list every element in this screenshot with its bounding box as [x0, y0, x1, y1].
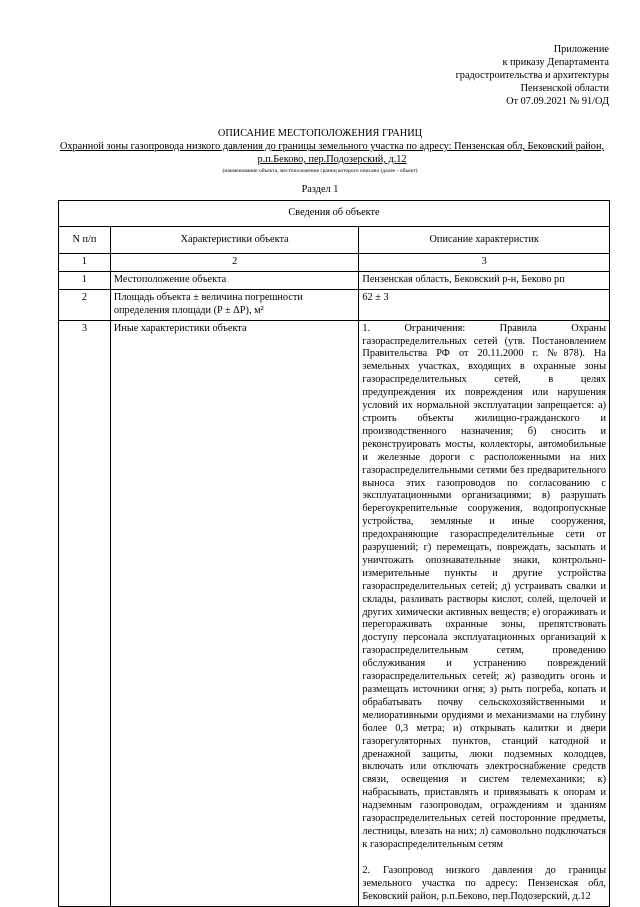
table-row: [59, 271, 610, 289]
restrictions-paragraph: 1. Ограничения: Правила Охраны газораспределительных сетей (утв. Постановлением Правительства РФ от 20.11.2000 г. №878). На земельных участках, входящих в охранные зоны газораспределительных сетей, в целях предупреждения их повреждения или нарушения условий их нормальной эксплуатации запрещается: а) строить объекты жилищно-гражданского и производственного назначения; б) сносить и реконструировать мосты, коллекторы, автомобильные и железные дороги с расположенными на них газораспределительными сетями без предварительного выноса этих газопроводов по согласованию с эксплуатационными организациями; в) разрушать берегоукрепительные сооружения, водопропускные устройства, земляные и иные сооружения, предохраняющие газораспределительные сети от разрушений; г) перемещать, повреждать, засыпать и уничтожать опознавательные знаки, контрольно-измерительные пункты и другие устройства газораспределительных сетей; д) устраивать свалки и склады, разливать растворы кислот, солей, щелочей и других химически активных веществ; е) огораживать и перегораживать охранные зоны, препятствовать доступу персонала эксплуатационных организаций к газораспределительным сетям, проведению обслуживания и устранению повреждений газораспределительных сетей; ж) разводить огонь и размещать источники огня; з) рыть погреба, копать и обрабатывать почву сельскохозяйственными и мелиоративными орудиями и механизмами на глубину более 0,3 метра; и) открывать калитки и двери газорегуляторных пунктов, станций катодной и дренажной защиты, люки подземных колодцев, включать или отключать электроснабжение средств связи, освещения и систем телемеханики; к) набрасывать, приставлять и привязывать к опорам и надземным газопроводам, ограждениям и зданиям газораспределительных сетей посторонние предметы, лестницы, влезать на них; л) самовольно подключаться к газораспределительным сетям: [362, 322, 606, 850]
object-info-table: [58, 200, 610, 907]
header-number: N п/п: [59, 227, 111, 254]
table-row: [59, 320, 610, 906]
row-number: 3: [59, 320, 111, 906]
table-row: [59, 289, 610, 320]
section-title: Раздел 1: [301, 184, 339, 195]
row-characteristic: Площадь объекта ± величина погрешности определения площади (P ± ΔP), м²: [110, 289, 359, 320]
row-description: [359, 320, 610, 906]
approval-line: к приказу Департамента: [502, 56, 609, 68]
row-number: 2: [59, 289, 111, 320]
approval-line: Пензенской области: [520, 82, 609, 94]
object-paragraph: 2. Газопровод низкого давления до границы земельного участка по адресу: Пензенская обл, Бековский район, р.п.Беково, пер.Подозерский, д.12: [362, 864, 606, 902]
table-header-row: [59, 227, 610, 254]
row-number: 1: [59, 271, 111, 289]
table-caption: Сведения об объекте: [59, 201, 610, 227]
table-caption-row: [59, 201, 610, 227]
row-description: Пензенская область, Бековский р-н, Беково рп: [359, 271, 610, 289]
header-description: Описание характеристик: [359, 227, 610, 254]
approval-line: От 07.09.2021 № 91/ОД: [506, 95, 609, 107]
column-number: 1: [59, 254, 111, 272]
header-characteristic: Характеристики объекта: [110, 227, 359, 254]
approval-line: градостроительства и архитектуры: [455, 69, 609, 81]
document-subject: Охранной зоны газопровода низкого давления до границы земельного участка по адресу: Пензенская обл, Бековский район, р.п.Беково, пер.Подозерский, д.12: [59, 141, 605, 165]
row-description: 62 ± 3: [359, 289, 610, 320]
approval-block: [359, 44, 609, 109]
approval-line: Приложение: [553, 44, 609, 55]
row-characteristic: Местоположение объекта: [110, 271, 359, 289]
column-number: 3: [359, 254, 610, 272]
table-numbering-row: [59, 254, 610, 272]
subject-note: (наименование объекта, местоположение границ которого описано (далее - объект): [222, 168, 418, 174]
document-title: ОПИСАНИЕ МЕСТОПОЛОЖЕНИЯ ГРАНИЦ: [217, 128, 423, 139]
row-characteristic: Иные характеристики объекта: [110, 320, 359, 906]
column-number: 2: [110, 254, 359, 272]
